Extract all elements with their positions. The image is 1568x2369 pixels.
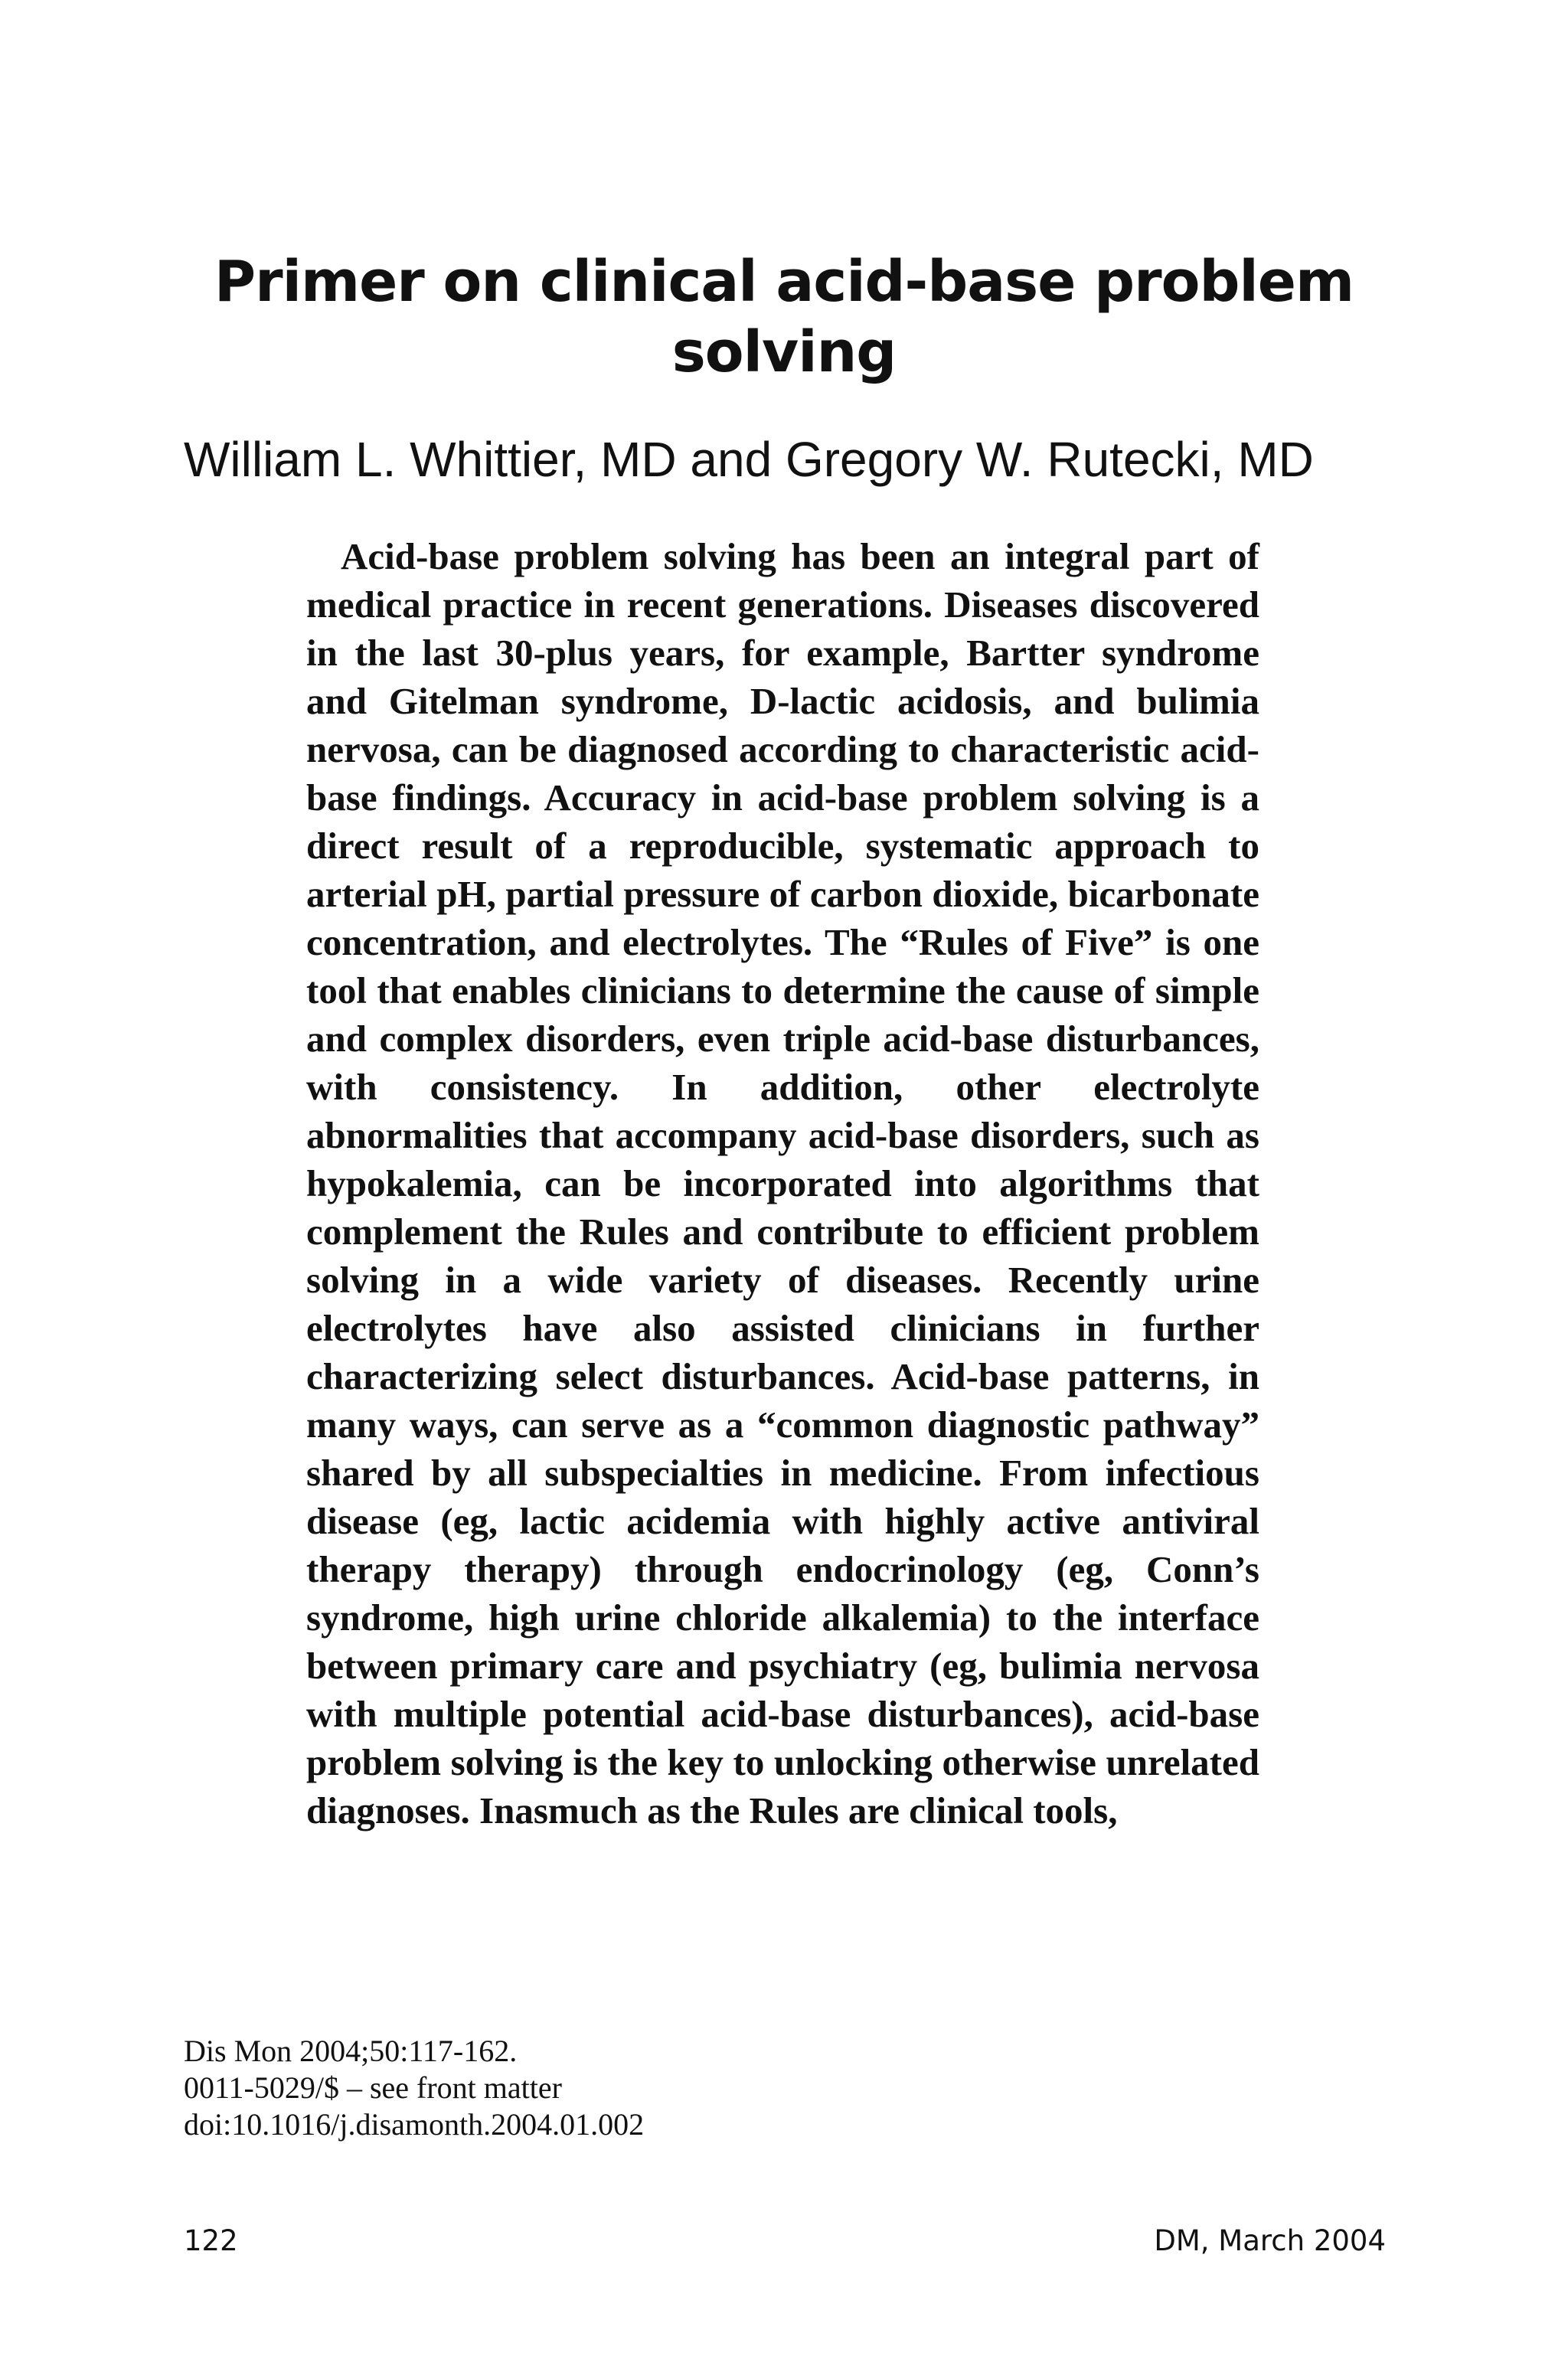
- citation-doi: doi:10.1016/j.disamonth.2004.01.002: [184, 2107, 645, 2142]
- citation-journal: Dis Mon 2004;50:117-162.: [184, 2034, 518, 2068]
- citation-issn: 0011-5029/$ – see front matter: [184, 2070, 562, 2105]
- journal-date: DM, March 2004: [1154, 2224, 1386, 2257]
- article-authors: William L. Whittier, MD and Gregory W. Rutecki, MD: [184, 432, 1314, 487]
- abstract-text: Acid-base problem solving has been an integral part of medical practice in recent generations. Diseases discovered in the last 30-plus years, for example, Bartter syndrome and Gitelman syndrome, D-lactic acidosis, and bulimia nervosa, can be diagnosed according to characteristic acid-base findings. Accuracy in acid-base problem solving is a direct result of a reproducible, systematic approach to arterial pH, partial pressure of carbon dioxide, bicarbonate concentration, and electrolytes. The “Rules of Five” is one tool that enables clinicians to determine the cause of simple and complex disorders, even triple acid-base disturbances, with consistency. In addition, other electrolyte abnormalities that accompany acid-base disorders, such as hypokalemia, can be incorporated into algorithms that complement the Rules and contribute to efficient problem solving in a wide variety of diseases. Recently urine electrolytes have also assisted clinicians in further characterizing select disturbances. Acid-base patterns, in many ways, can serve as a “common diagnostic pathway” shared by all subspecialties in medicine. From infectious disease (eg, lactic acidemia with highly active antiviral therapy therapy) through endocrinology (eg, Conn’s syndrome, high urine chloride alkalemia) to the interface between primary care and psychiatry (eg, bulimia nervosa with multiple potential acid-base disturbances), acid-base problem solving is the key to unlocking otherwise unrelated diagnoses. Inasmuch as the Rules are clinical tools,: [306, 535, 1259, 1831]
- article-title: Primer on clinical acid-base problem solving: [214, 249, 1354, 385]
- citation-block: [184, 2033, 949, 2143]
- page-footer: [184, 2224, 1386, 2258]
- page-number: 122: [184, 2224, 238, 2257]
